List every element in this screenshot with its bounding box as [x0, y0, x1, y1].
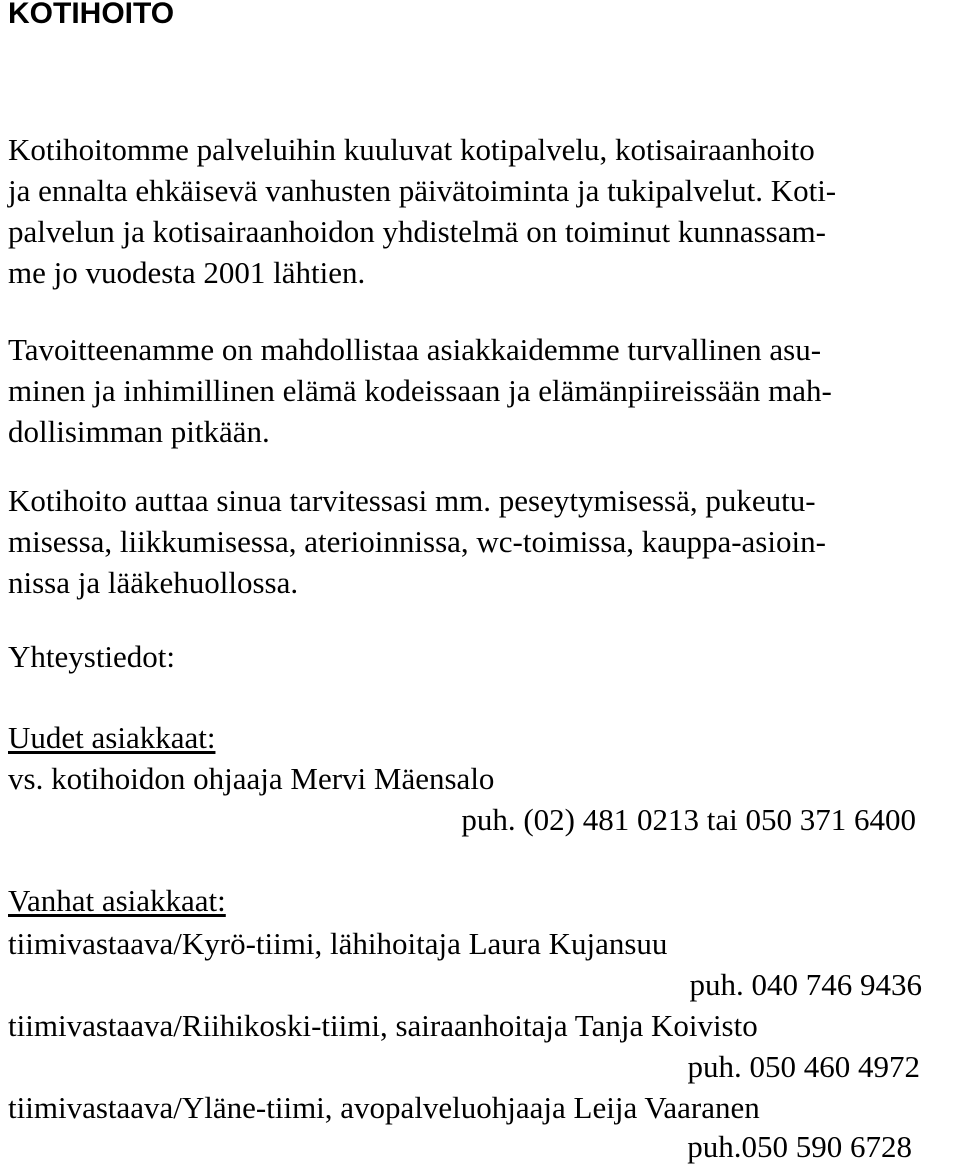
new-clients-phone: puh. (02) 481 0213 tai 050 371 6400	[461, 802, 916, 837]
paragraph-1-line-3: palvelun ja kotisairaanhoidon yhdistelmä on toiminut kunnassam-	[8, 214, 826, 249]
old-clients-person-ylane: tiimivastaava/Yläne-tiimi, avopalveluohjaaja Leija Vaaranen	[8, 1090, 760, 1125]
old-clients-label	[8, 881, 226, 921]
old-clients-label-text: Vanhat asiakkaat:	[8, 883, 226, 918]
new-clients-label-text: Uudet asiakkaat:	[8, 720, 216, 755]
new-clients-person: vs. kotihoidon ohjaaja Mervi Mäensalo	[8, 761, 495, 796]
paragraph-2-line-2: minen ja inhimillinen elämä kodeissaan ja elämänpiireissään mah-	[8, 373, 832, 408]
old-clients-phone-ylane: puh.050 590 6728	[687, 1129, 912, 1164]
paragraph-1-line-4: me jo vuodesta 2001 lähtien.	[8, 255, 366, 290]
old-clients-person-riihikoski: tiimivastaava/Riihikoski-tiimi, sairaanhoitaja Tanja Koivisto	[8, 1008, 758, 1043]
old-clients-phone-riihikoski: puh. 050 460 4972	[687, 1049, 920, 1084]
paragraph-3-line-2: misessa, liikkumisessa, aterioinnissa, wc-toimissa, kauppa-asioin-	[8, 524, 826, 559]
new-clients-label	[8, 718, 215, 758]
paragraph-3-line-3: nissa ja lääkehuollossa.	[8, 565, 299, 600]
contacts-heading: Yhteystiedot:	[8, 639, 176, 674]
paragraph-1-line-2: ja ennalta ehkäisevä vanhusten päivätoiminta ja tukipalvelut. Koti-	[8, 173, 837, 208]
page-title: KOTIHOITO	[8, 0, 175, 30]
old-clients-phone-kyro: puh. 040 746 9436	[689, 967, 922, 1002]
paragraph-2-line-1: Tavoitteenamme on mahdollistaa asiakkaidemme turvallinen asu-	[8, 332, 822, 367]
old-clients-person-kyro: tiimivastaava/Kyrö-tiimi, lähihoitaja Laura Kujansuu	[8, 926, 668, 961]
paragraph-2-line-3: dollisimman pitkään.	[8, 414, 270, 449]
paragraph-3-line-1: Kotihoito auttaa sinua tarvitessasi mm. peseytymisessä, pukeutu-	[8, 483, 816, 518]
paragraph-1-line-1: Kotihoitomme palveluihin kuuluvat kotipalvelu, kotisairaanhoito	[8, 132, 815, 167]
